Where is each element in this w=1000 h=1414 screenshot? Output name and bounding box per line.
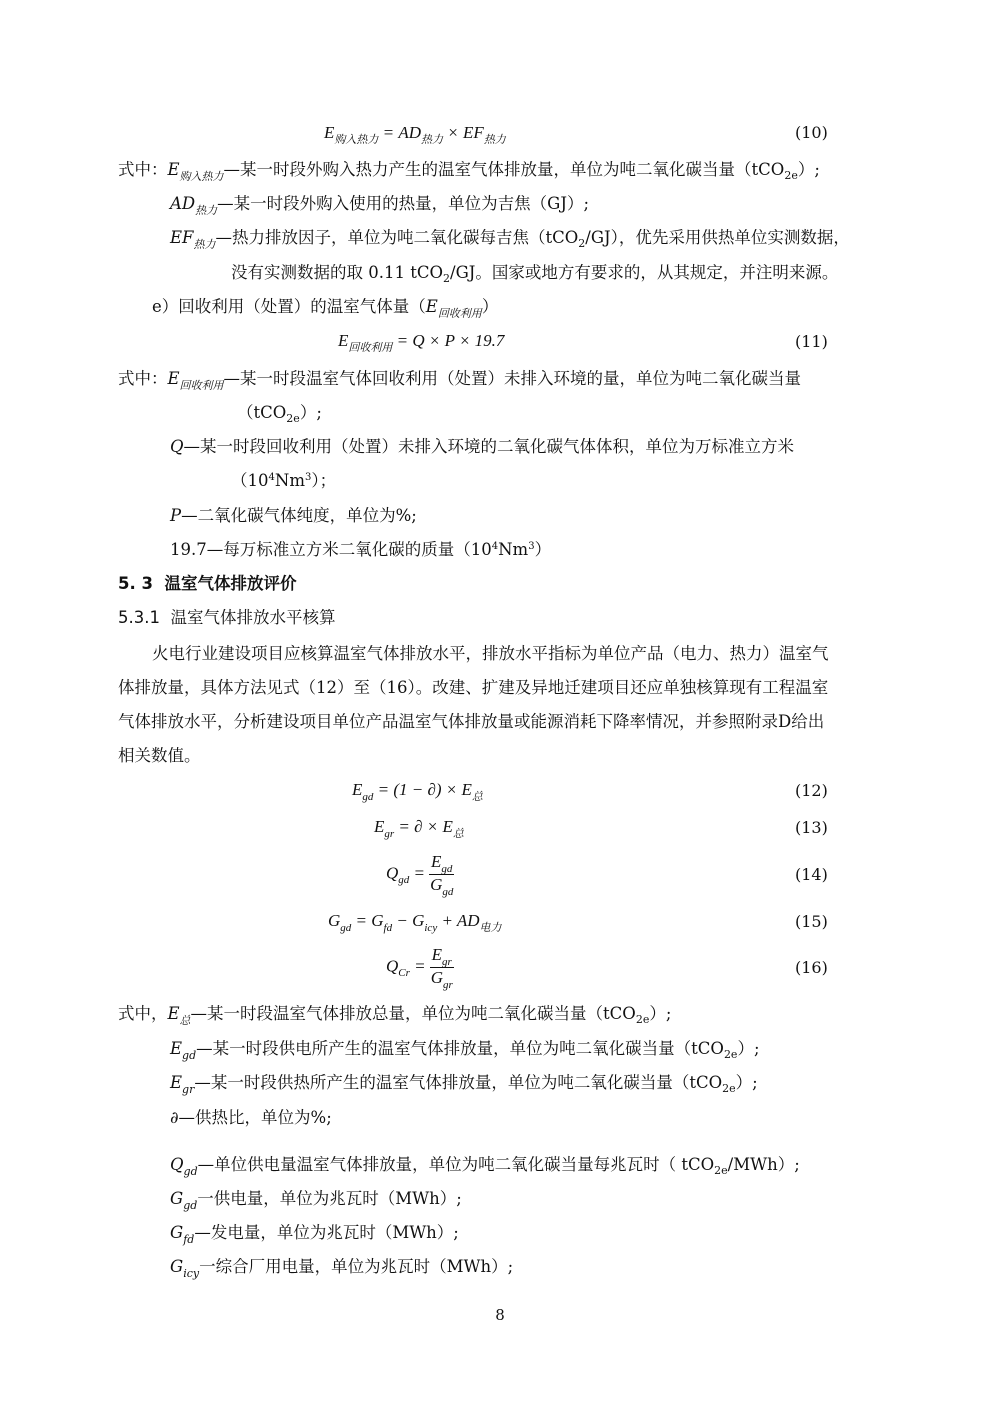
item-text: e）回收利用（处置）的温室气体量（ bbox=[152, 297, 426, 316]
def-end: ）; bbox=[735, 1073, 758, 1092]
def-var: EF bbox=[170, 228, 194, 247]
def-var: E bbox=[167, 1004, 180, 1023]
definition-line bbox=[170, 1038, 760, 1062]
def-text: 没有实测数据的取 0.11 tCO bbox=[231, 263, 444, 282]
eq-var: G bbox=[412, 911, 425, 930]
def-end: ）; bbox=[737, 1039, 760, 1058]
def-var: E bbox=[170, 1039, 183, 1058]
def-lo: 2 bbox=[443, 272, 451, 285]
def-sub: 总 bbox=[179, 1014, 191, 1027]
equation-14 bbox=[386, 852, 454, 897]
eq-sub: 电力 bbox=[479, 922, 502, 934]
paragraph-line: 体排放量，具体方法见式（12）至（16）。改建、扩建及异地迁建项目还应单独核算现有工程温室 bbox=[118, 678, 829, 697]
eq-sub: gd bbox=[362, 791, 374, 803]
def-lo: 2e bbox=[722, 1082, 736, 1095]
def-text: —某一时段外购入使用的热量，单位为吉焦（GJ）; bbox=[217, 194, 590, 213]
numerator bbox=[429, 852, 454, 875]
def-text: —某一时段回收利用（处置）未排入环境的二氧化碳气体体积，单位为万标准立方米 bbox=[183, 437, 795, 456]
eq-var: E bbox=[431, 945, 443, 964]
eq-var: Q bbox=[386, 956, 399, 976]
eq-op: × bbox=[443, 123, 464, 142]
def-sub: 热力 bbox=[193, 238, 216, 251]
def-sup: 3 bbox=[304, 472, 312, 483]
def-text: 19.7—每万标准立方米二氧化碳的质量（10 bbox=[170, 540, 492, 559]
definition-line bbox=[170, 539, 551, 564]
eq-var: E bbox=[442, 817, 453, 836]
def-sub: 购入热力 bbox=[179, 170, 224, 183]
def-end: ）; bbox=[797, 160, 820, 179]
def-var: E bbox=[167, 160, 180, 179]
def-sub: gr bbox=[182, 1083, 195, 1096]
def-lo: 2e bbox=[784, 169, 798, 182]
eq-sub: 热力 bbox=[421, 134, 444, 146]
eq-sub: 热力 bbox=[483, 134, 506, 146]
eq-sub: 回收利用 bbox=[348, 342, 393, 354]
item-sub: 回收利用 bbox=[437, 307, 482, 320]
def-sub: fd bbox=[183, 1233, 195, 1246]
eq-var: EF bbox=[463, 123, 484, 142]
equation-number: (11) bbox=[795, 332, 828, 351]
def-sup: 4 bbox=[491, 541, 499, 552]
def-text: —某一时段供电所产生的温室气体排放量，单位为吨二氧化碳当量（tCO bbox=[196, 1039, 724, 1058]
definition-line bbox=[118, 159, 820, 183]
eq-sub: icy bbox=[424, 922, 438, 934]
def-var: ∂ bbox=[170, 1108, 179, 1127]
def-end: ）; bbox=[299, 403, 322, 422]
def-var: G bbox=[170, 1189, 184, 1208]
definition-line bbox=[170, 227, 850, 251]
fraction bbox=[429, 852, 454, 897]
definition-line bbox=[170, 1107, 332, 1129]
eq-var: G bbox=[430, 968, 443, 987]
definition-line bbox=[231, 262, 838, 286]
eq-var: G bbox=[371, 911, 384, 930]
def-text: —某一时段外购入热力产生的温室气体排放量，单位为吨二氧化碳当量（tCO bbox=[223, 160, 785, 179]
definition-line bbox=[170, 193, 589, 217]
def-sub: icy bbox=[183, 1267, 200, 1280]
denominator bbox=[429, 875, 454, 897]
definition-line bbox=[118, 368, 801, 392]
def-text: （10 bbox=[231, 471, 269, 490]
definition-line bbox=[118, 1003, 671, 1027]
eq-var: E bbox=[324, 123, 335, 142]
eq-sub: fd bbox=[383, 922, 393, 934]
eq-sub: gr bbox=[442, 979, 453, 991]
eq-var: E bbox=[461, 780, 472, 799]
definition-line bbox=[170, 1256, 513, 1280]
def-var: G bbox=[170, 1257, 184, 1276]
eq-op: = (1 − ∂) × bbox=[373, 780, 462, 799]
def-var: E bbox=[167, 369, 180, 388]
section-heading bbox=[118, 573, 296, 595]
equation-11 bbox=[338, 330, 504, 354]
def-lo: 2e bbox=[723, 1048, 738, 1061]
subsection-number: 5.3.1 bbox=[118, 608, 160, 627]
eq-var: E bbox=[374, 817, 385, 836]
def-var: Q bbox=[170, 437, 184, 456]
prefix: 式中： bbox=[118, 369, 168, 388]
def-text: —某一时段温室气体回收利用（处置）未排入环境的量，单位为吨二氧化碳当量 bbox=[223, 369, 802, 388]
equation-12 bbox=[352, 779, 483, 803]
definition-line bbox=[170, 505, 417, 527]
subsection-heading bbox=[118, 607, 335, 629]
eq-op: − bbox=[392, 911, 413, 930]
paragraph-line: 气体排放水平，分析建设项目单位产品温室气体排放量或能源消耗下降率情况，并参照附录D给出 bbox=[118, 712, 825, 731]
eq-sub: 总 bbox=[471, 791, 483, 803]
eq-rhs: = Q × P × 19.7 bbox=[392, 331, 505, 350]
eq-op: = bbox=[378, 123, 399, 142]
def-lo: 2e bbox=[714, 1164, 728, 1177]
def-text: Nm bbox=[274, 471, 305, 490]
def-end: ）; bbox=[649, 1004, 672, 1023]
def-sup: 4 bbox=[268, 472, 275, 483]
definition-line bbox=[170, 1154, 800, 1178]
page-number: 8 bbox=[495, 1306, 505, 1324]
eq-op: + bbox=[437, 911, 457, 930]
list-item bbox=[152, 296, 498, 320]
eq-sub: gr bbox=[442, 956, 452, 968]
eq-var: AD bbox=[398, 123, 422, 142]
prefix: 式中， bbox=[118, 1004, 168, 1023]
def-text: （tCO bbox=[237, 403, 287, 422]
eq-op: = bbox=[409, 956, 426, 976]
def-text: 一供电量，单位为兆瓦时（MWh）; bbox=[197, 1189, 462, 1208]
def-sub: 回收利用 bbox=[179, 379, 224, 392]
def-end: /GJ。国家或地方有要求的，从其规定，并注明来源。 bbox=[450, 263, 839, 282]
eq-var: E bbox=[338, 331, 349, 350]
def-text: —二氧化碳气体纯度，单位为%; bbox=[181, 506, 417, 525]
paragraph-line: 相关数值。 bbox=[118, 746, 201, 765]
eq-op: = ∂ × bbox=[394, 817, 443, 836]
def-sub: 热力 bbox=[195, 204, 218, 217]
eq-sub: gr bbox=[384, 828, 395, 840]
definition-line bbox=[170, 1222, 459, 1246]
eq-sub: gd bbox=[442, 886, 454, 898]
def-lo: 2 bbox=[578, 237, 586, 250]
eq-var: E bbox=[352, 780, 363, 799]
equation-16 bbox=[386, 945, 454, 990]
def-sub: gd bbox=[183, 1165, 198, 1178]
eq-var: AD bbox=[456, 911, 480, 930]
prefix: 式中： bbox=[118, 160, 168, 179]
def-var: G bbox=[170, 1223, 184, 1242]
section-title: 温室气体排放评价 bbox=[164, 574, 297, 593]
eq-var: E bbox=[431, 852, 442, 871]
eq-sub: gd bbox=[398, 874, 410, 887]
subsection-title: 温室气体排放水平核算 bbox=[170, 608, 336, 627]
def-var: P bbox=[170, 506, 182, 525]
def-end: /GJ），优先采用供热单位实测数据， bbox=[585, 228, 850, 247]
def-var: E bbox=[170, 1073, 183, 1092]
eq-sub: Cr bbox=[398, 967, 410, 980]
def-end: ）； bbox=[311, 471, 337, 490]
eq-sub: gd bbox=[441, 863, 453, 875]
definition-line bbox=[170, 1072, 758, 1096]
eq-sub: 总 bbox=[452, 828, 464, 840]
eq-sub: gd bbox=[340, 922, 352, 934]
eq-var: G bbox=[328, 911, 341, 930]
item-end: ） bbox=[481, 297, 499, 316]
def-text: —单位供电量温室气体排放量，单位为吨二氧化碳当量每兆瓦时（ tCO bbox=[197, 1155, 715, 1174]
definition-line bbox=[170, 1188, 462, 1212]
def-lo: 2e bbox=[635, 1013, 650, 1026]
definition-line bbox=[231, 470, 336, 495]
equation-number: (12) bbox=[795, 781, 828, 800]
section-number: 5. 3 bbox=[118, 574, 153, 593]
def-text: 一综合厂用电量，单位为兆瓦时（MWh）; bbox=[199, 1257, 514, 1276]
equation-number: (13) bbox=[795, 818, 828, 837]
def-sub: gd bbox=[182, 1049, 197, 1062]
paragraph-line: 火电行业建设项目应核算温室气体排放水平，排放水平指标为单位产品（电力、热力）温室气 bbox=[152, 644, 829, 663]
def-end: /MWh）; bbox=[727, 1155, 800, 1174]
def-var: Q bbox=[170, 1155, 184, 1174]
equation-number: (10) bbox=[795, 123, 828, 142]
def-lo: 2e bbox=[286, 412, 300, 425]
eq-var: G bbox=[430, 875, 443, 894]
definition-line bbox=[237, 402, 322, 426]
equation-number: (14) bbox=[795, 865, 828, 884]
def-text: Nm bbox=[498, 540, 529, 559]
equation-13 bbox=[374, 816, 464, 840]
def-end: ） bbox=[534, 540, 552, 559]
eq-op: = bbox=[351, 911, 372, 930]
def-var: AD bbox=[170, 194, 196, 213]
def-text: —供热比，单位为%; bbox=[178, 1108, 332, 1127]
def-text: —热力排放因子，单位为吨二氧化碳每吉焦（tCO bbox=[215, 228, 579, 247]
numerator bbox=[430, 945, 454, 968]
eq-sub: 购入热力 bbox=[334, 134, 379, 146]
def-text: —发电量，单位为兆瓦时（MWh）; bbox=[194, 1223, 459, 1242]
def-text: —某一时段温室气体排放总量，单位为吨二氧化碳当量（tCO bbox=[190, 1004, 636, 1023]
def-sup: 3 bbox=[528, 541, 535, 552]
eq-var: Q bbox=[386, 863, 399, 883]
equation-number: (16) bbox=[795, 958, 828, 977]
equation-10 bbox=[324, 122, 506, 146]
eq-op: = bbox=[409, 863, 426, 883]
denominator bbox=[430, 968, 454, 990]
def-sub: gd bbox=[183, 1199, 198, 1212]
equation-number: (15) bbox=[795, 912, 828, 931]
fraction bbox=[430, 945, 454, 990]
item-var: E bbox=[425, 297, 438, 316]
def-text: —某一时段供热所产生的温室气体排放量，单位为吨二氧化碳当量（tCO bbox=[194, 1073, 723, 1092]
equation-15 bbox=[328, 910, 502, 934]
definition-line bbox=[170, 436, 794, 458]
